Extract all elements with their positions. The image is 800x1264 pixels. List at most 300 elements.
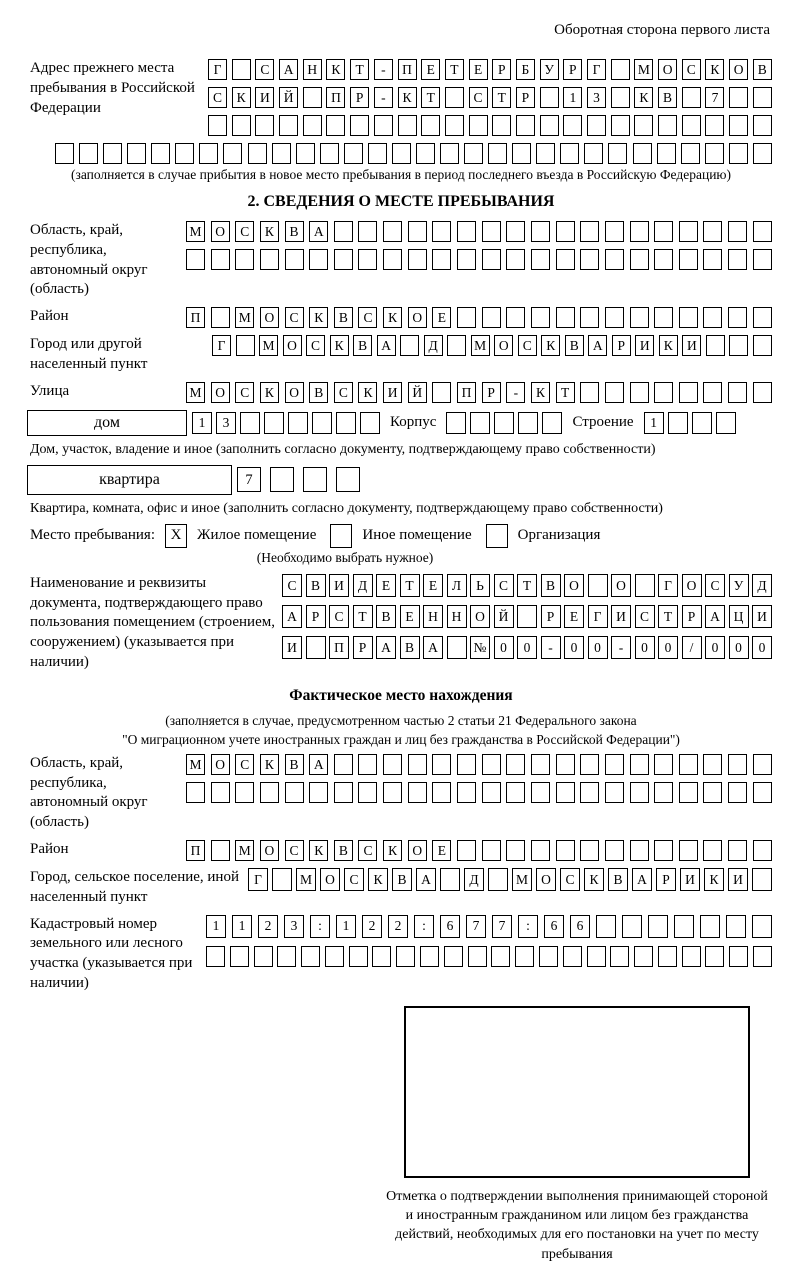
- char-cell[interactable]: А: [632, 868, 652, 891]
- char-cell[interactable]: А: [416, 868, 436, 891]
- char-cell[interactable]: [408, 221, 427, 242]
- char-cell[interactable]: [432, 249, 451, 270]
- char-cell[interactable]: И: [752, 605, 772, 628]
- char-cell[interactable]: [703, 307, 722, 328]
- char-cell[interactable]: [728, 249, 747, 270]
- char-cell[interactable]: О: [729, 59, 748, 80]
- char-cell[interactable]: [531, 782, 550, 803]
- char-cell[interactable]: О: [408, 307, 427, 328]
- char-cell[interactable]: [729, 143, 748, 164]
- char-cell[interactable]: А: [282, 605, 302, 628]
- char-cell[interactable]: В: [753, 59, 772, 80]
- char-cell[interactable]: [457, 840, 476, 861]
- char-cell[interactable]: М: [235, 840, 254, 861]
- char-cell[interactable]: О: [536, 868, 556, 891]
- char-cell[interactable]: [432, 221, 451, 242]
- char-cell[interactable]: И: [329, 574, 349, 597]
- char-cell[interactable]: [753, 307, 772, 328]
- char-cell[interactable]: [700, 915, 720, 938]
- char-cell[interactable]: О: [470, 605, 490, 628]
- char-cell[interactable]: И: [728, 868, 748, 891]
- char-cell[interactable]: [584, 143, 603, 164]
- char-cell[interactable]: М: [512, 868, 532, 891]
- char-cell[interactable]: [211, 249, 230, 270]
- char-cell[interactable]: [358, 221, 377, 242]
- char-cell[interactable]: [622, 915, 642, 938]
- char-cell[interactable]: [392, 143, 411, 164]
- char-cell[interactable]: [186, 782, 205, 803]
- char-cell[interactable]: [679, 382, 698, 403]
- char-cell[interactable]: Т: [658, 605, 678, 628]
- char-cell[interactable]: В: [309, 382, 328, 403]
- char-cell[interactable]: [396, 946, 415, 967]
- char-cell[interactable]: [400, 335, 419, 356]
- char-cell[interactable]: [692, 412, 712, 434]
- char-cell[interactable]: [374, 115, 393, 136]
- char-cell[interactable]: К: [326, 59, 345, 80]
- char-cell[interactable]: П: [326, 87, 345, 108]
- char-cell[interactable]: [358, 782, 377, 803]
- char-cell[interactable]: [447, 636, 467, 659]
- char-cell[interactable]: [531, 249, 550, 270]
- char-cell[interactable]: К: [260, 754, 279, 775]
- char-cell[interactable]: 0: [658, 636, 678, 659]
- char-cell[interactable]: А: [309, 221, 328, 242]
- char-cell[interactable]: М: [235, 307, 254, 328]
- char-cell[interactable]: [587, 946, 606, 967]
- char-cell[interactable]: [674, 915, 694, 938]
- char-cell[interactable]: В: [334, 840, 353, 861]
- char-cell[interactable]: [420, 946, 439, 967]
- char-cell[interactable]: Р: [541, 605, 561, 628]
- char-cell[interactable]: [705, 143, 724, 164]
- char-cell[interactable]: Р: [563, 59, 582, 80]
- char-cell[interactable]: [254, 946, 273, 967]
- char-cell[interactable]: [703, 754, 722, 775]
- char-cell[interactable]: [753, 335, 772, 356]
- char-cell[interactable]: 0: [494, 636, 514, 659]
- char-cell[interactable]: [445, 87, 464, 108]
- char-cell[interactable]: [312, 412, 332, 434]
- char-cell[interactable]: [408, 754, 427, 775]
- char-cell[interactable]: [235, 782, 254, 803]
- char-cell[interactable]: [729, 946, 748, 967]
- char-cell[interactable]: [703, 249, 722, 270]
- char-cell[interactable]: О: [285, 382, 304, 403]
- char-cell[interactable]: 7: [492, 915, 512, 938]
- char-cell[interactable]: В: [658, 87, 677, 108]
- char-cell[interactable]: [608, 143, 627, 164]
- char-cell[interactable]: К: [531, 382, 550, 403]
- char-cell[interactable]: [518, 412, 538, 434]
- char-cell[interactable]: [336, 412, 356, 434]
- char-cell[interactable]: 6: [440, 915, 460, 938]
- char-cell[interactable]: О: [211, 221, 230, 242]
- char-cell[interactable]: [605, 840, 624, 861]
- char-cell[interactable]: [277, 946, 296, 967]
- char-cell[interactable]: И: [680, 868, 700, 891]
- char-cell[interactable]: [491, 946, 510, 967]
- char-cell[interactable]: Г: [587, 59, 606, 80]
- char-cell[interactable]: Р: [482, 382, 501, 403]
- char-cell[interactable]: И: [635, 335, 654, 356]
- char-cell[interactable]: [531, 840, 550, 861]
- char-cell[interactable]: [103, 143, 122, 164]
- char-cell[interactable]: 0: [588, 636, 608, 659]
- char-cell[interactable]: [588, 574, 608, 597]
- char-cell[interactable]: [236, 335, 255, 356]
- char-cell[interactable]: С: [358, 840, 377, 861]
- char-cell[interactable]: Д: [424, 335, 443, 356]
- char-cell[interactable]: [334, 754, 353, 775]
- char-cell[interactable]: [235, 249, 254, 270]
- char-cell[interactable]: Р: [516, 87, 535, 108]
- char-cell[interactable]: М: [471, 335, 490, 356]
- char-cell[interactable]: [605, 221, 624, 242]
- char-cell[interactable]: [630, 221, 649, 242]
- char-cell[interactable]: Д: [353, 574, 373, 597]
- char-cell[interactable]: У: [540, 59, 559, 80]
- char-cell[interactable]: 2: [258, 915, 278, 938]
- char-cell[interactable]: [728, 221, 747, 242]
- char-cell[interactable]: [260, 782, 279, 803]
- char-cell[interactable]: [753, 382, 772, 403]
- char-cell[interactable]: [358, 249, 377, 270]
- char-cell[interactable]: [556, 754, 575, 775]
- char-cell[interactable]: В: [541, 574, 561, 597]
- char-cell[interactable]: К: [383, 840, 402, 861]
- char-cell[interactable]: [494, 412, 514, 434]
- char-cell[interactable]: А: [376, 636, 396, 659]
- char-cell[interactable]: Т: [445, 59, 464, 80]
- char-cell[interactable]: Т: [421, 87, 440, 108]
- char-cell[interactable]: Д: [464, 868, 484, 891]
- char-cell[interactable]: В: [285, 754, 304, 775]
- stay-type-checkbox-residential[interactable]: X: [165, 524, 187, 548]
- char-cell[interactable]: [447, 335, 466, 356]
- char-cell[interactable]: [255, 115, 274, 136]
- char-cell[interactable]: [272, 143, 291, 164]
- char-cell[interactable]: [679, 782, 698, 803]
- stay-type-checkbox-organization[interactable]: [486, 524, 508, 548]
- char-cell[interactable]: [630, 782, 649, 803]
- char-cell[interactable]: -: [541, 636, 561, 659]
- char-cell[interactable]: [515, 946, 534, 967]
- char-cell[interactable]: [556, 840, 575, 861]
- char-cell[interactable]: [726, 915, 746, 938]
- char-cell[interactable]: [334, 221, 353, 242]
- char-cell[interactable]: [334, 249, 353, 270]
- char-cell[interactable]: [372, 946, 391, 967]
- char-cell[interactable]: А: [705, 605, 725, 628]
- char-cell[interactable]: [635, 574, 655, 597]
- char-cell[interactable]: П: [398, 59, 417, 80]
- char-cell[interactable]: 0: [705, 636, 725, 659]
- char-cell[interactable]: Й: [494, 605, 514, 628]
- char-cell[interactable]: [654, 754, 673, 775]
- char-cell[interactable]: [432, 782, 451, 803]
- char-cell[interactable]: М: [296, 868, 316, 891]
- char-cell[interactable]: [753, 782, 772, 803]
- char-cell[interactable]: [457, 782, 476, 803]
- char-cell[interactable]: [654, 782, 673, 803]
- char-cell[interactable]: О: [408, 840, 427, 861]
- char-cell[interactable]: [151, 143, 170, 164]
- char-cell[interactable]: [270, 467, 294, 492]
- char-cell[interactable]: [446, 412, 466, 434]
- char-cell[interactable]: И: [682, 335, 701, 356]
- char-cell[interactable]: [716, 412, 736, 434]
- char-cell[interactable]: Р: [682, 605, 702, 628]
- char-cell[interactable]: С: [285, 840, 304, 861]
- char-cell[interactable]: Е: [376, 574, 396, 597]
- char-cell[interactable]: [728, 307, 747, 328]
- char-cell[interactable]: [334, 782, 353, 803]
- char-cell[interactable]: В: [376, 605, 396, 628]
- char-cell[interactable]: Т: [400, 574, 420, 597]
- char-cell[interactable]: Г: [658, 574, 678, 597]
- char-cell[interactable]: [464, 143, 483, 164]
- char-cell[interactable]: 3: [284, 915, 304, 938]
- char-cell[interactable]: [344, 143, 363, 164]
- char-cell[interactable]: №: [470, 636, 490, 659]
- char-cell[interactable]: [752, 868, 772, 891]
- stay-type-checkbox-other[interactable]: [330, 524, 352, 548]
- char-cell[interactable]: Г: [248, 868, 268, 891]
- char-cell[interactable]: О: [211, 382, 230, 403]
- char-cell[interactable]: С: [635, 605, 655, 628]
- char-cell[interactable]: [611, 115, 630, 136]
- char-cell[interactable]: О: [494, 335, 513, 356]
- char-cell[interactable]: 1: [232, 915, 252, 938]
- char-cell[interactable]: [679, 840, 698, 861]
- char-cell[interactable]: С: [282, 574, 302, 597]
- char-cell[interactable]: [654, 840, 673, 861]
- char-cell[interactable]: [682, 946, 701, 967]
- char-cell[interactable]: [580, 754, 599, 775]
- char-cell[interactable]: Р: [612, 335, 631, 356]
- char-cell[interactable]: П: [457, 382, 476, 403]
- char-cell[interactable]: [360, 412, 380, 434]
- char-cell[interactable]: [326, 115, 345, 136]
- char-cell[interactable]: 0: [752, 636, 772, 659]
- char-cell[interactable]: [488, 143, 507, 164]
- char-cell[interactable]: [633, 143, 652, 164]
- char-cell[interactable]: [320, 143, 339, 164]
- char-cell[interactable]: 1: [192, 412, 212, 434]
- char-cell[interactable]: К: [383, 307, 402, 328]
- char-cell[interactable]: [634, 115, 653, 136]
- char-cell[interactable]: С: [235, 221, 254, 242]
- char-cell[interactable]: [482, 754, 501, 775]
- char-cell[interactable]: Ц: [729, 605, 749, 628]
- char-cell[interactable]: С: [329, 605, 349, 628]
- char-cell[interactable]: [605, 249, 624, 270]
- char-cell[interactable]: Г: [208, 59, 227, 80]
- char-cell[interactable]: 2: [362, 915, 382, 938]
- char-cell[interactable]: К: [330, 335, 349, 356]
- char-cell[interactable]: [681, 143, 700, 164]
- char-cell[interactable]: [580, 840, 599, 861]
- char-cell[interactable]: [186, 249, 205, 270]
- char-cell[interactable]: [729, 115, 748, 136]
- char-cell[interactable]: [630, 754, 649, 775]
- char-cell[interactable]: К: [659, 335, 678, 356]
- char-cell[interactable]: О: [658, 59, 677, 80]
- char-cell[interactable]: [728, 840, 747, 861]
- char-cell[interactable]: [679, 221, 698, 242]
- char-cell[interactable]: [753, 143, 772, 164]
- char-cell[interactable]: С: [208, 87, 227, 108]
- char-cell[interactable]: О: [260, 307, 279, 328]
- char-cell[interactable]: Р: [656, 868, 676, 891]
- char-cell[interactable]: С: [334, 382, 353, 403]
- char-cell[interactable]: [469, 115, 488, 136]
- char-cell[interactable]: С: [306, 335, 325, 356]
- char-cell[interactable]: В: [565, 335, 584, 356]
- char-cell[interactable]: А: [588, 335, 607, 356]
- char-cell[interactable]: [223, 143, 242, 164]
- char-cell[interactable]: [531, 221, 550, 242]
- char-cell[interactable]: С: [235, 382, 254, 403]
- char-cell[interactable]: И: [611, 605, 631, 628]
- char-cell[interactable]: [540, 87, 559, 108]
- char-cell[interactable]: [605, 382, 624, 403]
- char-cell[interactable]: [285, 249, 304, 270]
- char-cell[interactable]: [416, 143, 435, 164]
- char-cell[interactable]: Т: [350, 59, 369, 80]
- char-cell[interactable]: [383, 754, 402, 775]
- char-cell[interactable]: [729, 87, 748, 108]
- char-cell[interactable]: Б: [516, 59, 535, 80]
- char-cell[interactable]: В: [334, 307, 353, 328]
- char-cell[interactable]: Т: [556, 382, 575, 403]
- char-cell[interactable]: [211, 307, 230, 328]
- char-cell[interactable]: [596, 915, 616, 938]
- char-cell[interactable]: [440, 868, 460, 891]
- char-cell[interactable]: /: [682, 636, 702, 659]
- char-cell[interactable]: Т: [492, 87, 511, 108]
- char-cell[interactable]: [421, 115, 440, 136]
- char-cell[interactable]: К: [358, 382, 377, 403]
- char-cell[interactable]: [506, 840, 525, 861]
- char-cell[interactable]: М: [634, 59, 653, 80]
- char-cell[interactable]: 7: [705, 87, 724, 108]
- char-cell[interactable]: [753, 946, 772, 967]
- char-cell[interactable]: С: [285, 307, 304, 328]
- char-cell[interactable]: [349, 946, 368, 967]
- char-cell[interactable]: [531, 307, 550, 328]
- char-cell[interactable]: [470, 412, 490, 434]
- char-cell[interactable]: 0: [517, 636, 537, 659]
- char-cell[interactable]: [516, 115, 535, 136]
- char-cell[interactable]: О: [564, 574, 584, 597]
- char-cell[interactable]: [199, 143, 218, 164]
- char-cell[interactable]: В: [608, 868, 628, 891]
- char-cell[interactable]: [703, 382, 722, 403]
- char-cell[interactable]: [383, 782, 402, 803]
- char-cell[interactable]: О: [211, 754, 230, 775]
- char-cell[interactable]: [556, 221, 575, 242]
- char-cell[interactable]: [753, 221, 772, 242]
- char-cell[interactable]: [611, 59, 630, 80]
- char-cell[interactable]: [303, 115, 322, 136]
- char-cell[interactable]: И: [255, 87, 274, 108]
- char-cell[interactable]: [703, 840, 722, 861]
- char-cell[interactable]: С: [358, 307, 377, 328]
- char-cell[interactable]: [634, 946, 653, 967]
- char-cell[interactable]: [325, 946, 344, 967]
- char-cell[interactable]: М: [186, 754, 205, 775]
- char-cell[interactable]: Е: [469, 59, 488, 80]
- char-cell[interactable]: [368, 143, 387, 164]
- char-cell[interactable]: [55, 143, 74, 164]
- char-cell[interactable]: [605, 307, 624, 328]
- char-cell[interactable]: А: [377, 335, 396, 356]
- char-cell[interactable]: 0: [729, 636, 749, 659]
- char-cell[interactable]: [705, 946, 724, 967]
- char-cell[interactable]: [488, 868, 508, 891]
- char-cell[interactable]: [580, 221, 599, 242]
- char-cell[interactable]: [468, 946, 487, 967]
- char-cell[interactable]: [679, 754, 698, 775]
- char-cell[interactable]: [729, 335, 748, 356]
- char-cell[interactable]: А: [279, 59, 298, 80]
- char-cell[interactable]: И: [282, 636, 302, 659]
- char-cell[interactable]: [728, 782, 747, 803]
- char-cell[interactable]: К: [584, 868, 604, 891]
- char-cell[interactable]: [560, 143, 579, 164]
- char-cell[interactable]: С: [235, 754, 254, 775]
- char-cell[interactable]: [605, 782, 624, 803]
- char-cell[interactable]: 6: [570, 915, 590, 938]
- char-cell[interactable]: [658, 115, 677, 136]
- char-cell[interactable]: [208, 115, 227, 136]
- char-cell[interactable]: К: [398, 87, 417, 108]
- char-cell[interactable]: [610, 946, 629, 967]
- char-cell[interactable]: [506, 307, 525, 328]
- char-cell[interactable]: [306, 636, 326, 659]
- char-cell[interactable]: 3: [587, 87, 606, 108]
- char-cell[interactable]: Н: [423, 605, 443, 628]
- char-cell[interactable]: [285, 782, 304, 803]
- char-cell[interactable]: [260, 249, 279, 270]
- char-cell[interactable]: [232, 59, 251, 80]
- char-cell[interactable]: [580, 382, 599, 403]
- char-cell[interactable]: [563, 946, 582, 967]
- char-cell[interactable]: [264, 412, 284, 434]
- char-cell[interactable]: Е: [400, 605, 420, 628]
- char-cell[interactable]: [457, 249, 476, 270]
- char-cell[interactable]: [703, 782, 722, 803]
- char-cell[interactable]: [630, 382, 649, 403]
- char-cell[interactable]: [657, 143, 676, 164]
- char-cell[interactable]: [679, 307, 698, 328]
- char-cell[interactable]: [654, 307, 673, 328]
- char-cell[interactable]: [752, 915, 772, 938]
- char-cell[interactable]: С: [705, 574, 725, 597]
- char-cell[interactable]: К: [368, 868, 388, 891]
- char-cell[interactable]: [175, 143, 194, 164]
- char-cell[interactable]: [539, 946, 558, 967]
- char-cell[interactable]: Н: [447, 605, 467, 628]
- char-cell[interactable]: И: [383, 382, 402, 403]
- char-cell[interactable]: [432, 382, 451, 403]
- char-cell[interactable]: [753, 249, 772, 270]
- char-cell[interactable]: 7: [237, 467, 261, 492]
- char-cell[interactable]: [753, 840, 772, 861]
- char-cell[interactable]: К: [232, 87, 251, 108]
